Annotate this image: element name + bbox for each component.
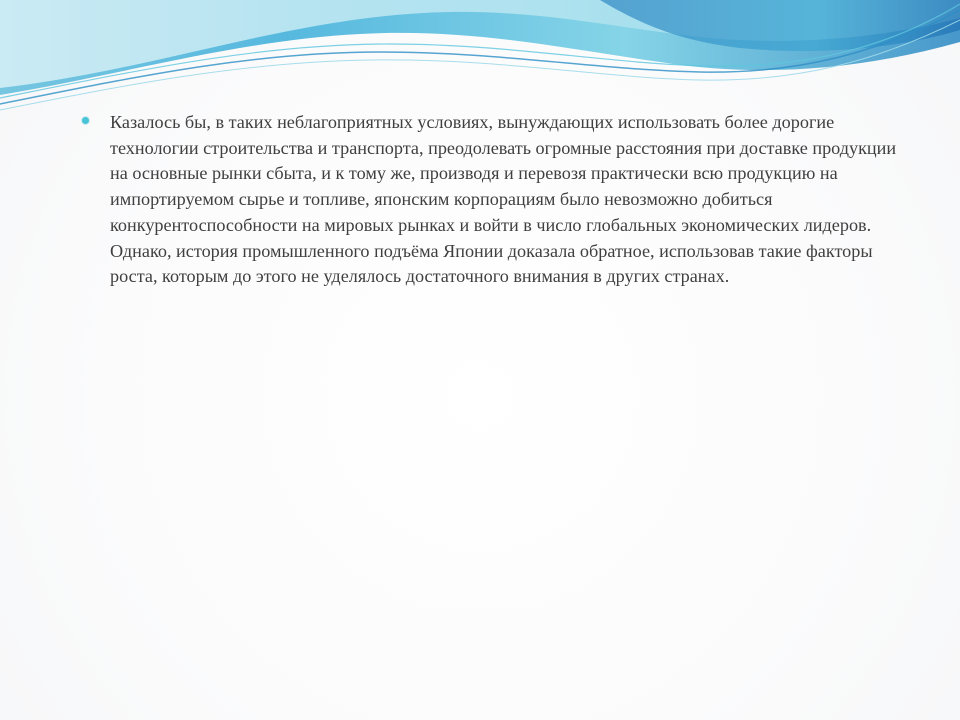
bullet-item: [80, 110, 910, 290]
content-area: [80, 110, 910, 290]
bullet-text: Казалось бы, в таких неблагоприятных условиях, вынуждающих использовать более дорогие технологии строительства и транспорта, преодолевать огромные расстояния при доставке продукции на основные рынки сбыта, и к тому же, производя и перевозя практически всю продукцию на импортируемом сырье и топливе, японским корпорациям было невозможно добиться конкурентоспособности на мировых рынках и войти в число глобальных экономических лидеров. Однако, история промышленного подъёма Японии доказала обратное, использовав такие факторы роста, которым до этого не уделялось достаточного внимания в других странах.: [110, 112, 897, 287]
header-wave-decoration: [0, 0, 960, 120]
bullet-dot-icon: [82, 117, 89, 124]
